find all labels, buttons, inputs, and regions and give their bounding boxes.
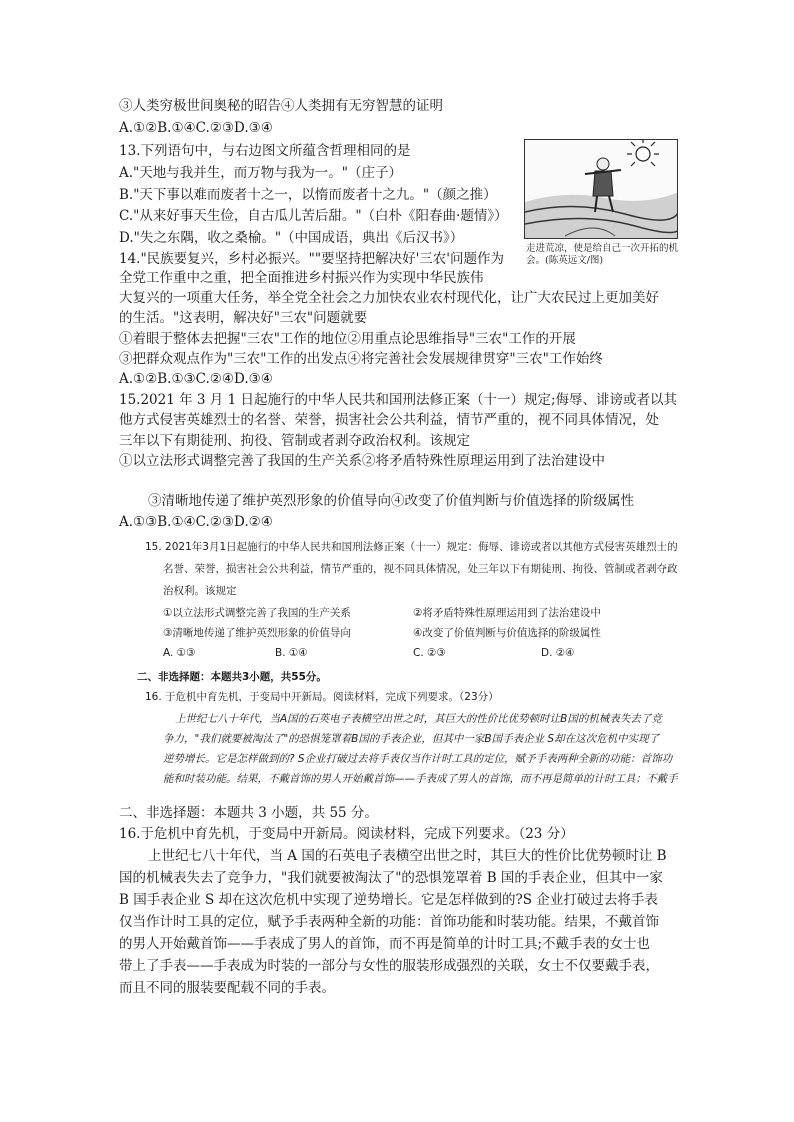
passage-line: 而且不同的服装要配载不同的手表。 <box>119 980 335 996</box>
question-15-answers: A.①③B.①④C.②③D.②④ <box>119 514 273 530</box>
section-heading: 二、非选择题：本题共 3 小题，共 55 分。 <box>119 805 378 821</box>
question-13-stem: 13.下列语句中，与右边图文所蕴含哲理相同的是 <box>119 143 411 159</box>
question-15-options: ③清晰地传递了维护英烈形象的价值导向④改变了价值判断与价值选择的阶级属性 <box>148 493 634 509</box>
text-line: ③人类穷极世间奥秘的昭告④人类拥有无穷智慧的证明 <box>119 98 443 114</box>
scan-answer-d: D. ②④ <box>541 647 575 659</box>
scan-passage: 争力，"我们就要被淘汰了"的恐惧笼罩着B国的手表企业，但其中一家B国手表企业 S却在这次危机中实现了 <box>163 733 660 745</box>
question-14-answers: A.①②B.①③C.②④D.③④ <box>119 371 273 387</box>
scan-option-3: ③清晰地传递了维护英烈形象的价值导向 <box>163 627 351 639</box>
scan-option-4: ④改变了价值判断与价值选择的阶级属性 <box>413 627 601 639</box>
question-14-stem: 大复兴的一项重大任务，举全党全社会之力加快农业农村现代化，让广大农民过上更加美好 <box>119 290 659 306</box>
answer-options: A.①②B.①④C.②③D.③④ <box>119 120 273 136</box>
scan-question-15: 名誉、荣誉，损害社会公共利益，情节严重的，视不同具体情况，处三年以下有期徒刑、拘役、管制或者剥夺政 <box>163 563 678 575</box>
question-14-options: ①着眼于整体去把握"三农"工作的地位②用重点论思维指导"三农"工作的开展 <box>119 331 576 347</box>
scan-passage: 逆势增长。它是怎样做到的? S企业打破过去将手表仅当作计时工具的定位，赋予手表两种全新的功能：首饰功 <box>163 753 673 765</box>
question-15-stem: 三年以下有期徒刑、拘役、管制或者剥夺政治权利。该规定 <box>119 433 470 449</box>
scan-section-heading: 二、非选择题：本题共3小题，共55分。 <box>137 671 327 683</box>
question-13-option-d: D."失之东隅，收之桑榆。"（中国成语，典出《后汉书》） <box>119 230 464 246</box>
scan-passage: 能和时装功能。结果，不戴首饰的男人开始戴首饰——手表成了男人的首饰，而不再是简单的计时工具；不戴手 <box>163 773 678 785</box>
question-16-stem: 16.于危机中育先机，于变局中开新局。阅读材料，完成下列要求。（23 分） <box>119 826 574 842</box>
scan-question-16: 16. 于危机中育先机，于变局中开新局。阅读材料，完成下列要求。（23分） <box>145 691 499 703</box>
passage-line: 上世纪七八十年代，当 A 国的石英电子表横空出世之时，其巨大的性价比优势顿时让 B <box>148 848 667 864</box>
question-15-options: ①以立法形式调整完善了我国的生产关系②将矛盾特殊性原理运用到了法治建设中 <box>119 453 605 469</box>
scan-question-15: 治权利。该规定 <box>163 585 237 597</box>
scan-option-2: ②将矛盾特殊性原理运用到了法治建设中 <box>413 607 601 619</box>
cartoon-figure <box>524 139 678 267</box>
question-14-stem: 全党工作重中之重，把全面推进乡村振兴作为实现中华民族伟 <box>119 270 484 286</box>
question-15-stem: 他方式侵害英雄烈士的名誉、荣誉，损害社会公共利益，情节严重的，视不同具体情况，处 <box>119 412 659 428</box>
scan-answer-c: C. ②③ <box>413 647 446 659</box>
scan-answer-b: B. ①④ <box>275 647 308 659</box>
cartoon-caption: 走进荒凉，使是给自己一次开拓的机会。(陈英远文/图) <box>526 243 679 266</box>
scan-option-1: ①以立法形式调整完善了我国的生产关系 <box>163 607 351 619</box>
question-13-option-b: B."天下事以难而废者十之一，以惰而废者十之九。"（颜之推） <box>119 187 497 203</box>
question-14-options: ③把群众观点作为"三农"工作的出发点④将完善社会发展规律贯穿"三农"工作始终 <box>119 351 603 367</box>
passage-line: 的男人开始戴首饰——手表成了男人的首饰，而不再是简单的计时工具;不戴手表的女士也 <box>119 936 651 952</box>
passage-line: B 国手表企业 S 却在这次危机中实现了逆势增长。它是怎样做到的?S 企业打破过去将手表 <box>119 892 658 908</box>
question-13-option-c: C."从来好事天生俭，自古瓜儿苦后甜。"（白朴《阳春曲·题情》） <box>119 208 508 224</box>
cartoon-image <box>524 139 678 239</box>
scan-passage: 上世纪七八十年代，当A国的石英电子表横空出世之时，其巨大的性价比优势顿时让B国的机械表失去了竞 <box>175 713 662 725</box>
question-14-stem: 14."民族要复兴，乡村必振兴。""要坚持把解决好'三农'问题作为 <box>119 251 505 267</box>
passage-line: 仅当作计时工具的定位，赋予手表两种全新的功能：首饰功能和时装功能。结果，不戴首饰 <box>119 914 659 930</box>
scan-answer-a: A. ①③ <box>163 647 196 659</box>
scanned-excerpt <box>137 535 701 790</box>
question-15-stem: 15.2021 年 3 月 1 日起施行的中华人民共和国刑法修正案（十一）规定;侮辱、诽谤或者以其 <box>119 392 678 408</box>
scan-question-15: 15. 2021年3月1日起施行的中华人民共和国刑法修正案（十一）规定：侮辱、诽谤或者以其他方式侵害英雄烈士的 <box>145 541 678 553</box>
passage-line: 带上了手表——手表成为时装的一部分与女性的服装形成强烈的关联，女士不仅要戴手表， <box>119 958 659 974</box>
question-13-option-a: A."天地与我并生，而万物与我为一。"（庄子） <box>119 165 402 181</box>
passage-line: 国的机械表失去了竞争力，"我们就要被淘汰了"的恐惧笼罩着 B 国的手表企业，但其中一家 <box>119 870 663 886</box>
question-14-stem: 的生活。"这表明，解决好"三农"问题就要 <box>119 310 368 326</box>
